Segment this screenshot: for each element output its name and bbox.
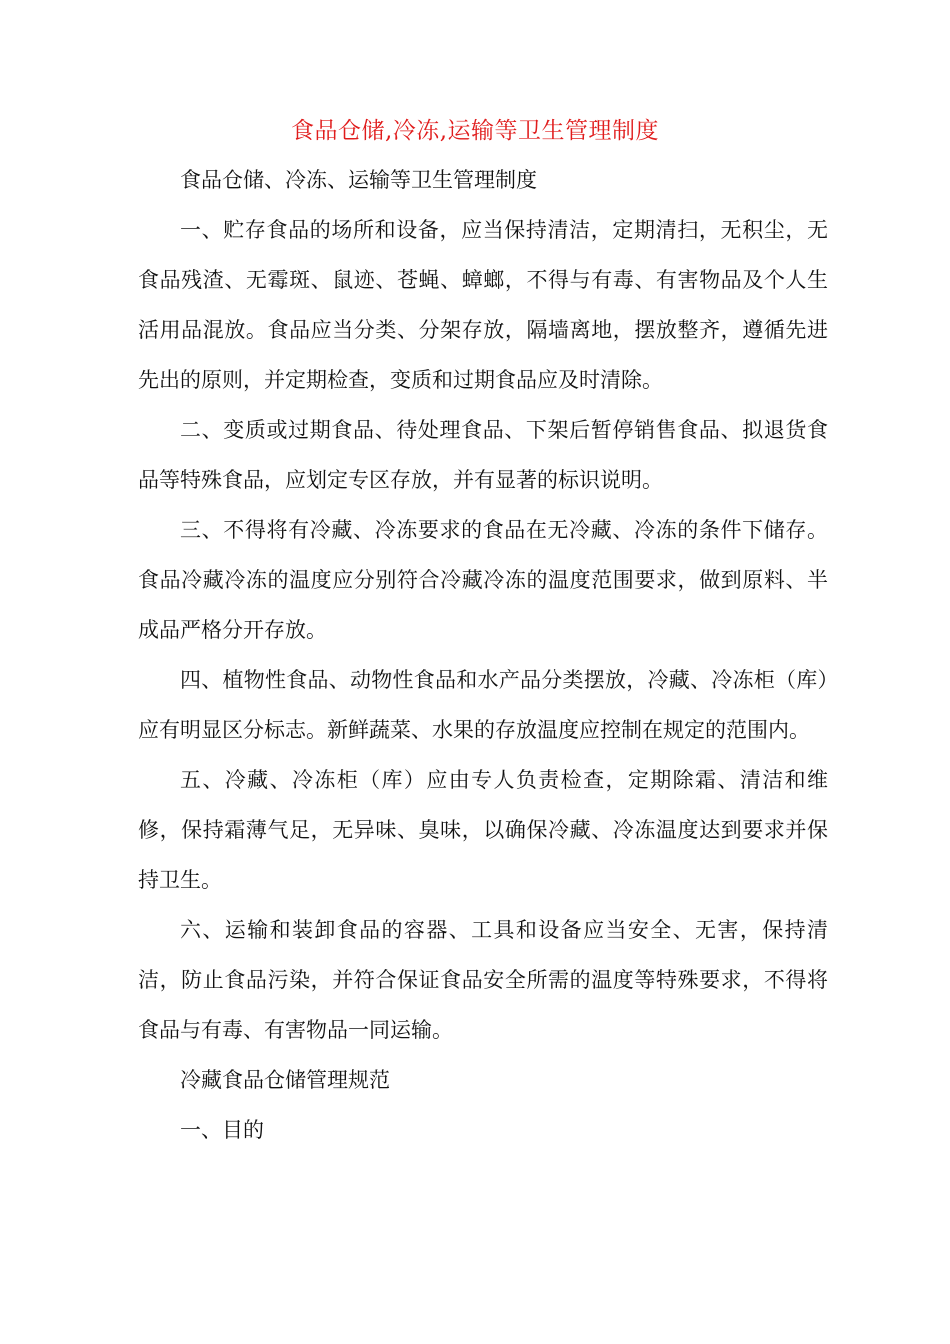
paragraph-clause-4: 四、植物性食品、动物性食品和水产品分类摆放，冷藏、冷冻柜（库）应有明显区分标志。新鲜蔬菜、水果的存放温度应控制在规定的范围内。 — [138, 668, 828, 742]
section-heading: 冷藏食品仓储管理规范 — [180, 1068, 390, 1092]
section-item-purpose: 一、目的 — [180, 1118, 264, 1142]
paragraph-clause-5: 五、冷藏、冷冻柜（库）应由专人负责检查，定期除霜、清洁和维修，保持霜薄气足，无异味、臭味，以确保冷藏、冷冻温度达到要求并保持卫生。 — [138, 768, 828, 892]
paragraph-clause-6: 六、运输和装卸食品的容器、工具和设备应当安全、无害，保持清洁，防止食品污染，并符合保证食品安全所需的温度等特殊要求，不得将食品与有毒、有害物品一同运输。 — [138, 918, 828, 1042]
paragraph-clause-2: 二、变质或过期食品、待处理食品、下架后暂停销售食品、拟退货食品等特殊食品，应划定专区存放，并有显著的标识说明。 — [138, 418, 828, 492]
paragraph-clause-3: 三、不得将有冷藏、冷冻要求的食品在无冷藏、冷冻的条件下储存。食品冷藏冷冻的温度应分别符合冷藏冷冻的温度范围要求，做到原料、半成品严格分开存放。 — [138, 518, 828, 642]
paragraph-clause-1: 一、贮存食品的场所和设备，应当保持清洁，定期清扫，无积尘，无食品残渣、无霉斑、鼠迹、苍蝇、蟑螂，不得与有毒、有害物品及个人生活用品混放。食品应当分类、分架存放，隔墙离地，摆放整齐，遵循先进先出的原则，并定期检查，变质和过期食品应及时清除。 — [138, 218, 828, 392]
paragraph-subtitle: 食品仓储、冷冻、运输等卫生管理制度 — [180, 168, 537, 192]
document-body — [138, 155, 828, 1155]
document-title: 食品仓储,冷冻,运输等卫生管理制度 — [290, 118, 660, 144]
